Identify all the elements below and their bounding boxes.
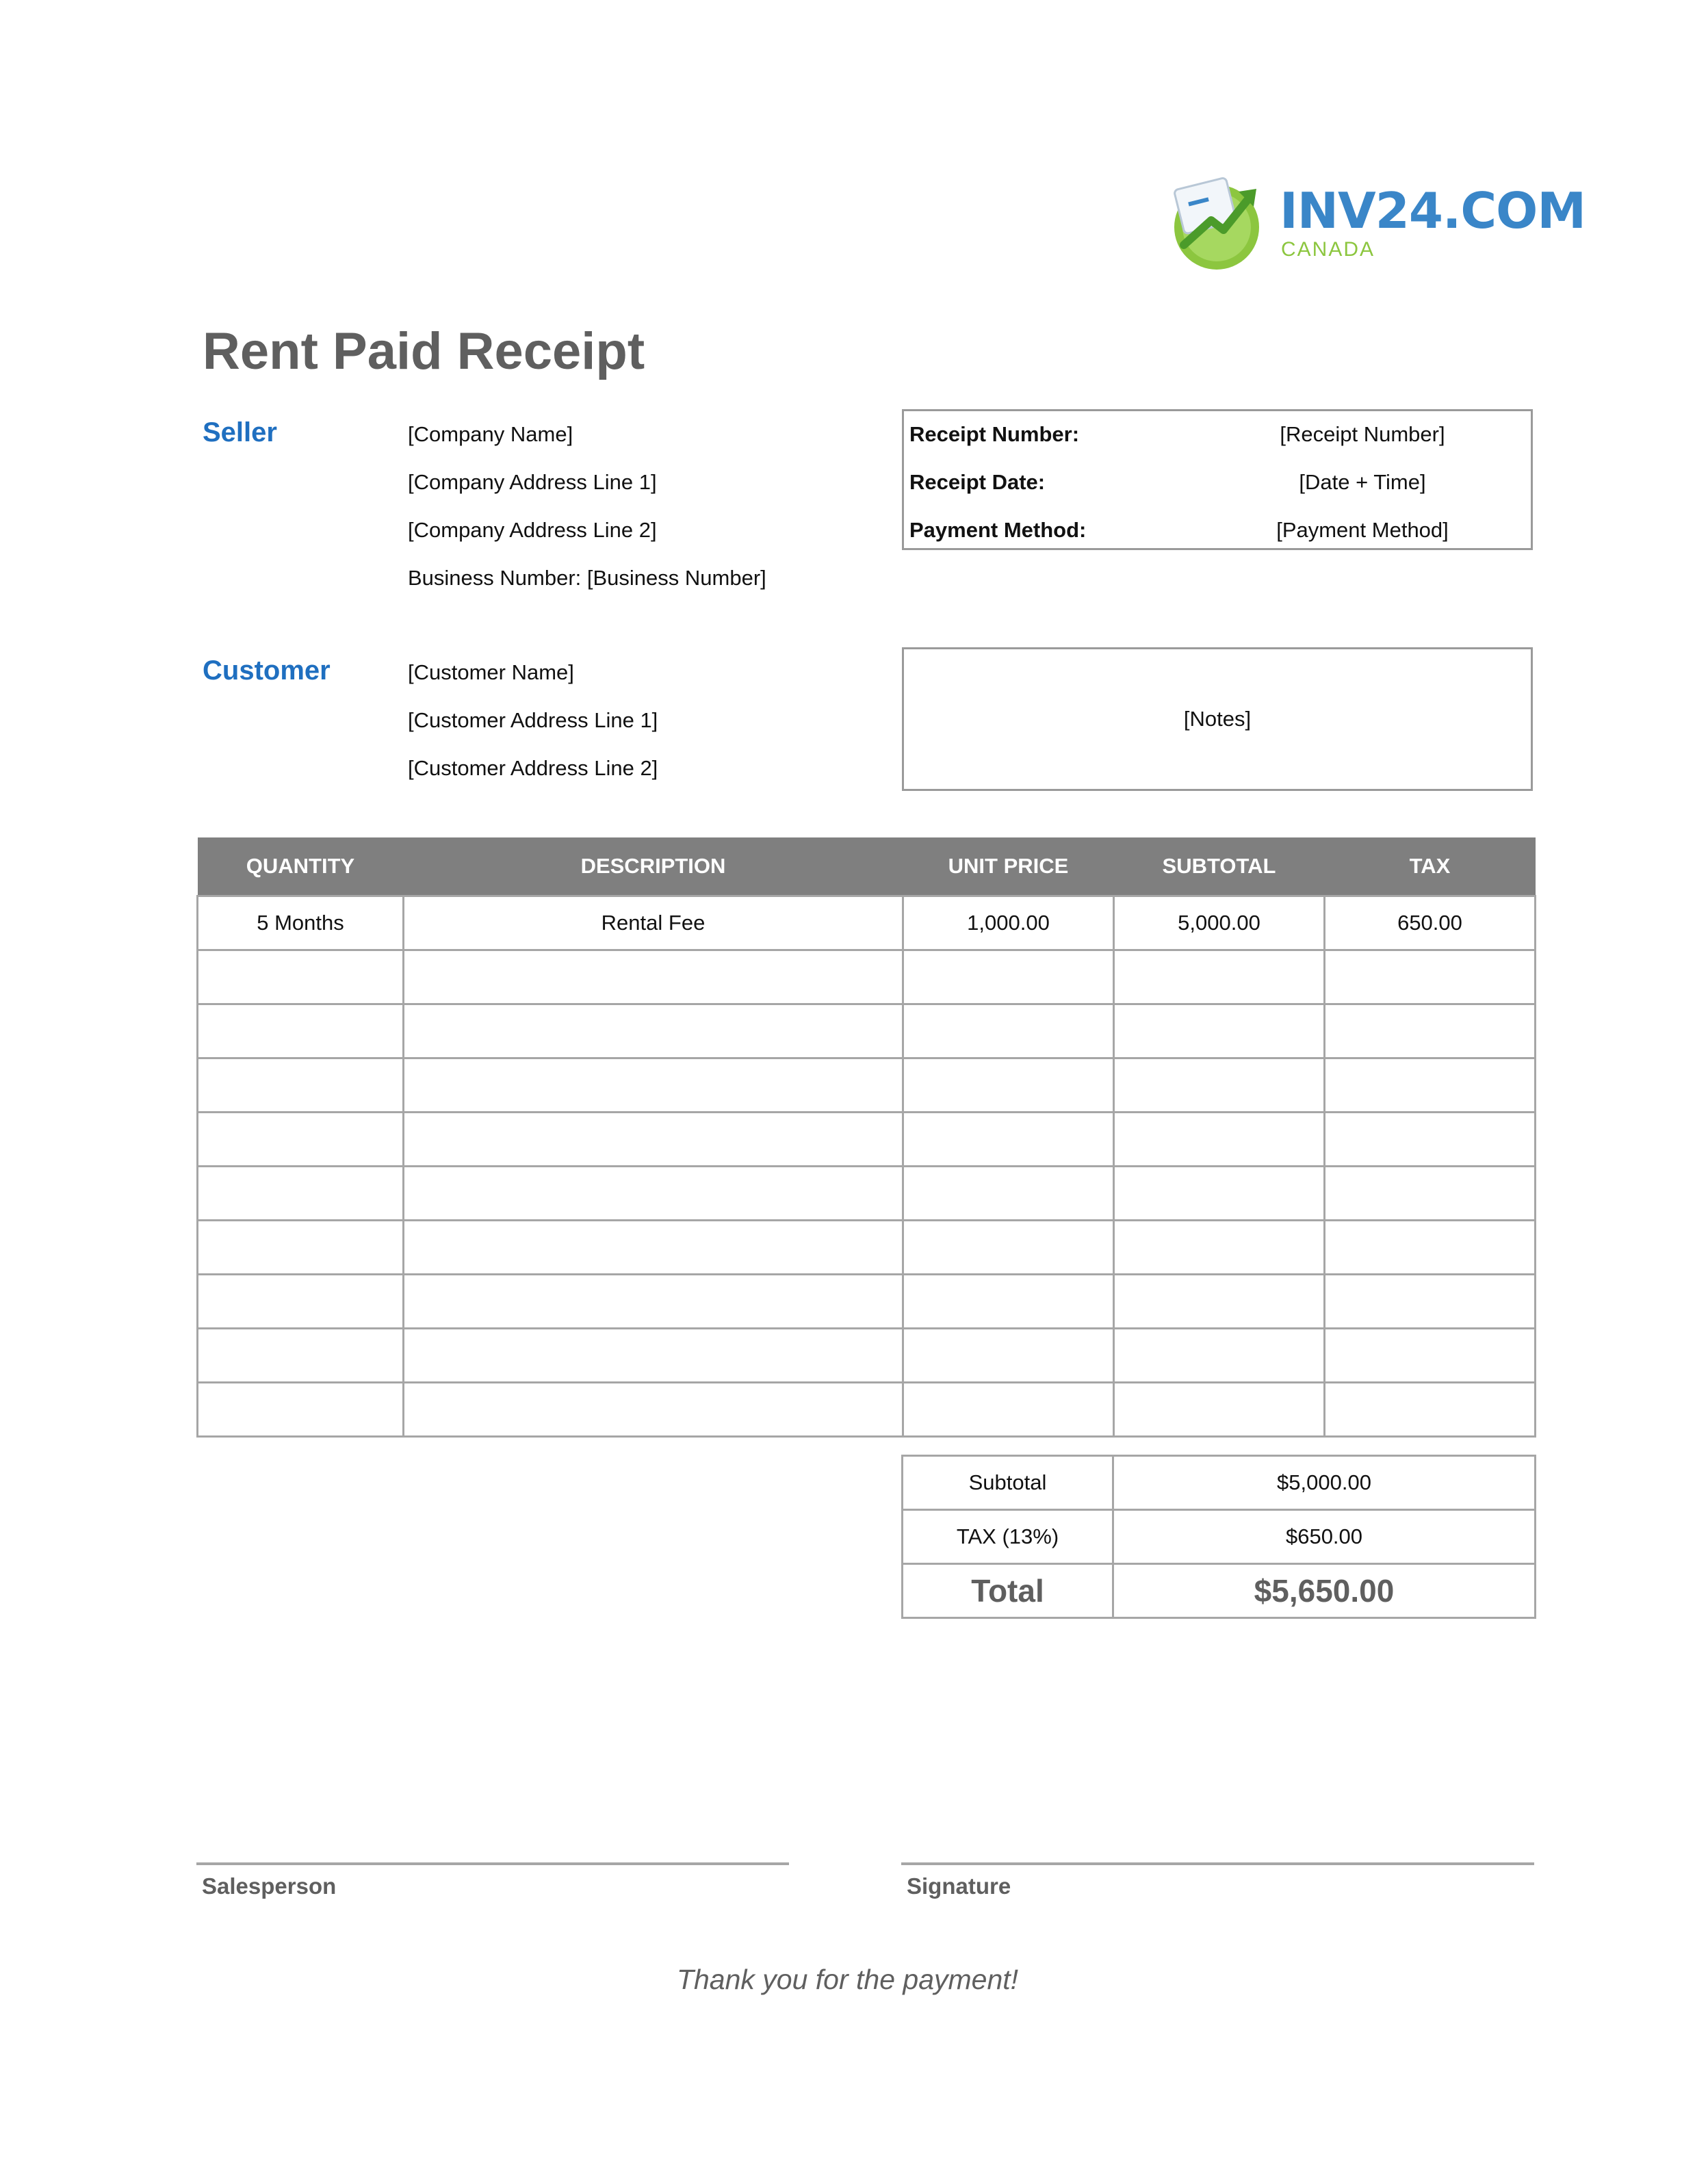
salesperson-label: Salesperson: [202, 1873, 337, 1899]
signature-line: [901, 1862, 1534, 1865]
cell-description: [404, 1167, 903, 1221]
cell-unit-price: [903, 1058, 1114, 1113]
customer-name: [Customer Name]: [408, 660, 574, 684]
cell-tax: [1325, 1221, 1536, 1275]
cell-tax: [1325, 1004, 1536, 1058]
cell-tax: [1325, 950, 1536, 1004]
cell-unit-price: [903, 1113, 1114, 1167]
tax-label: TAX (13%): [903, 1510, 1113, 1564]
logo-brand-text: INV24.COM: [1280, 182, 1586, 239]
total-label: Total: [903, 1564, 1113, 1618]
company-logo: [1163, 164, 1586, 274]
cell-description: [404, 950, 903, 1004]
cell-subtotal: [1114, 1167, 1325, 1221]
cell-description: [404, 1383, 903, 1437]
cell-quantity: [198, 950, 404, 1004]
subtotal-value: $5,000.00: [1113, 1456, 1536, 1510]
cell-unit-price: [903, 1383, 1114, 1437]
header-subtotal: SUBTOTAL: [1114, 837, 1325, 896]
page-title: Rent Paid Receipt: [203, 322, 645, 380]
footer-thank-you: Thank you for the payment!: [676, 1964, 1019, 1995]
notes-box: [902, 647, 1533, 791]
cell-tax: [1325, 1058, 1536, 1113]
cell-description: Rental Fee: [404, 896, 903, 950]
seller-address-line-2: [Company Address Line 2]: [408, 518, 657, 542]
cell-description: [404, 1221, 903, 1275]
receipt-date-label: Receipt Date:: [909, 470, 1046, 494]
receipt-number-value: [Receipt Number]: [1280, 422, 1445, 446]
seller-label: Seller: [203, 417, 277, 447]
cell-unit-price: [903, 1167, 1114, 1221]
cell-tax: [1325, 1383, 1536, 1437]
customer-address-line-2: [Customer Address Line 2]: [408, 756, 658, 780]
payment-method-row: [904, 507, 1531, 555]
cell-description: [404, 1004, 903, 1058]
logo-icon: [1163, 164, 1273, 274]
cell-description: [404, 1329, 903, 1383]
cell-quantity: [198, 1058, 404, 1113]
cell-quantity: 5 Months: [198, 896, 404, 950]
cell-subtotal: [1114, 950, 1325, 1004]
payment-method-value: [Payment Method]: [1276, 518, 1449, 542]
cell-subtotal: [1114, 1113, 1325, 1167]
receipt-number-row: [904, 411, 1531, 459]
cell-description: [404, 1058, 903, 1113]
payment-method-label: Payment Method:: [909, 518, 1087, 542]
receipt-date-row: [904, 459, 1531, 507]
total-value: $5,650.00: [1113, 1564, 1536, 1618]
items-header-row: [198, 837, 1536, 896]
cell-unit-price: [903, 1004, 1114, 1058]
cell-tax: [1325, 1329, 1536, 1383]
cell-tax: [1325, 1275, 1536, 1329]
cell-subtotal: [1114, 1275, 1325, 1329]
seller-address-line-1: [Company Address Line 1]: [408, 470, 657, 494]
cell-unit-price: [903, 1329, 1114, 1383]
table-row: [198, 1058, 1536, 1113]
table-row: [198, 1221, 1536, 1275]
logo-sub-text: CANADA: [1281, 238, 1375, 261]
receipt-meta-box: [902, 409, 1533, 550]
table-row: [198, 1275, 1536, 1329]
table-row: [198, 1004, 1536, 1058]
cell-description: [404, 1113, 903, 1167]
receipt-number-label: Receipt Number:: [909, 422, 1080, 446]
seller-company-name: [Company Name]: [408, 422, 573, 446]
cell-subtotal: [1114, 1004, 1325, 1058]
cell-subtotal: [1114, 1383, 1325, 1437]
cell-subtotal: [1114, 1058, 1325, 1113]
cell-unit-price: 1,000.00: [903, 896, 1114, 950]
customer-details: [408, 649, 658, 792]
totals-table: [901, 1455, 1536, 1619]
cell-subtotal: 5,000.00: [1114, 896, 1325, 950]
items-table: [196, 837, 1536, 1438]
table-row: [198, 1383, 1536, 1437]
cell-unit-price: [903, 950, 1114, 1004]
header-description: DESCRIPTION: [404, 837, 903, 896]
subtotal-row: [903, 1456, 1536, 1510]
header-unit-price: UNIT PRICE: [903, 837, 1114, 896]
seller-business-number: Business Number: [Business Number]: [408, 566, 766, 590]
cell-description: [404, 1275, 903, 1329]
cell-quantity: [198, 1113, 404, 1167]
cell-subtotal: [1114, 1329, 1325, 1383]
cell-tax: 650.00: [1325, 896, 1536, 950]
cell-quantity: [198, 1004, 404, 1058]
seller-details: [408, 411, 766, 602]
cell-quantity: [198, 1383, 404, 1437]
receipt-date-value: [Date + Time]: [1299, 470, 1426, 494]
salesperson-signature-line: [196, 1862, 789, 1865]
signature-label: Signature: [907, 1873, 1011, 1899]
header-tax: TAX: [1325, 837, 1536, 896]
table-row: [198, 1113, 1536, 1167]
tax-value: $650.00: [1113, 1510, 1536, 1564]
cell-quantity: [198, 1275, 404, 1329]
table-row: [198, 1167, 1536, 1221]
table-row: [198, 1329, 1536, 1383]
cell-tax: [1325, 1113, 1536, 1167]
subtotal-label: Subtotal: [903, 1456, 1113, 1510]
cell-quantity: [198, 1221, 404, 1275]
table-row: [198, 950, 1536, 1004]
cell-quantity: [198, 1167, 404, 1221]
cell-tax: [1325, 1167, 1536, 1221]
cell-quantity: [198, 1329, 404, 1383]
customer-label: Customer: [203, 655, 331, 686]
cell-unit-price: [903, 1221, 1114, 1275]
table-row: [198, 896, 1536, 950]
cell-unit-price: [903, 1275, 1114, 1329]
tax-row: [903, 1510, 1536, 1564]
customer-address-line-1: [Customer Address Line 1]: [408, 708, 658, 732]
total-row: [903, 1564, 1536, 1618]
cell-subtotal: [1114, 1221, 1325, 1275]
header-quantity: QUANTITY: [198, 837, 404, 896]
notes-text: [Notes]: [1183, 707, 1252, 731]
